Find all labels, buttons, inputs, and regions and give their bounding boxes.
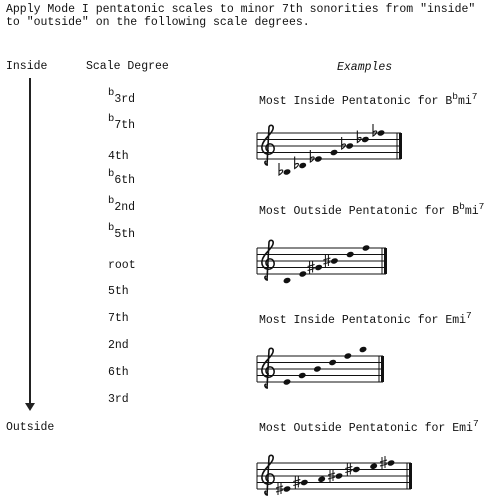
flat-icon <box>279 163 283 175</box>
scale-degree-label: 5th <box>108 285 129 298</box>
scale-degree-item <box>108 393 129 406</box>
scale-degree-item <box>108 195 136 214</box>
flat-icon <box>342 137 346 149</box>
scale-degree-item <box>108 113 136 132</box>
note-head <box>369 463 378 470</box>
arrow-head-icon <box>25 403 35 411</box>
note-head <box>377 129 386 136</box>
example-title-sup: 7 <box>471 91 478 102</box>
note-head <box>300 479 309 486</box>
scale-degree-item <box>108 168 136 187</box>
note-head <box>328 359 337 366</box>
note-head <box>352 466 361 473</box>
music-staff <box>255 348 385 390</box>
example-title <box>259 91 478 108</box>
note-head <box>335 472 344 479</box>
note-head <box>345 142 354 149</box>
example-title-main: Most Inside Pentatonic for Emi <box>259 314 467 327</box>
example-title <box>259 310 472 327</box>
example-title-main: Most Inside Pentatonic for B <box>259 95 453 108</box>
flat-icon <box>310 150 314 162</box>
note-head <box>298 162 307 169</box>
note-head <box>387 459 396 466</box>
example-title-main: Most Outside Pentatonic for Emi <box>259 422 473 435</box>
note-head <box>283 378 292 385</box>
examples-header: Examples <box>337 61 393 74</box>
note-head <box>362 244 371 251</box>
flat-icon <box>295 157 299 169</box>
example-title-sup: 7 <box>478 201 485 212</box>
inside-outside-arrow <box>29 78 31 406</box>
flat-sign: b <box>108 168 115 180</box>
scale-degree-label: 5th <box>114 228 136 241</box>
example-title-acc: b <box>452 91 458 102</box>
flat-sign: b <box>108 87 115 99</box>
music-staff <box>255 455 413 497</box>
note-head <box>330 257 339 264</box>
scale-degree-item <box>108 87 136 106</box>
note-head <box>283 168 292 175</box>
example-title <box>259 418 479 435</box>
example-title <box>259 201 485 218</box>
note-head <box>330 149 339 156</box>
scale-degree-item <box>108 312 129 325</box>
note-head <box>314 155 323 162</box>
flat-icon <box>357 131 361 143</box>
example-title-sup: 7 <box>466 310 472 321</box>
music-staff <box>255 240 388 282</box>
inside-header: Inside <box>6 60 48 73</box>
scale-degree-item <box>108 222 136 241</box>
scale-degree-item <box>108 285 129 298</box>
outside-label: Outside <box>6 421 55 434</box>
flat-icon <box>373 124 377 136</box>
scale-degree-label: root <box>108 259 136 272</box>
scale-degree-header: Scale Degree <box>86 60 169 73</box>
scale-degree-item <box>108 366 129 379</box>
note-head <box>344 352 353 359</box>
scale-degree-label: 6th <box>108 366 129 379</box>
scale-degree-label: 7th <box>108 312 129 325</box>
note-head <box>298 372 307 379</box>
scale-degree-label: 7th <box>114 119 136 132</box>
note-head <box>359 346 368 353</box>
flat-sign: b <box>108 222 115 234</box>
note-head <box>314 264 323 271</box>
note-head <box>317 476 326 483</box>
scale-degree-label: 2nd <box>108 339 129 352</box>
scale-degree-item <box>108 150 129 163</box>
example-title-sup: 7 <box>472 418 479 429</box>
scale-degree-label: 6th <box>114 174 136 187</box>
note-head <box>283 277 292 284</box>
example-title-end: mi <box>457 95 472 108</box>
music-staff <box>255 125 403 167</box>
note-head <box>283 485 292 492</box>
scale-degree-item <box>108 259 136 272</box>
flat-sign: b <box>108 113 115 125</box>
example-title-acc: b <box>459 201 465 212</box>
example-title-end: mi <box>464 205 479 218</box>
scale-degree-item <box>108 339 129 352</box>
intro-line-1: Apply Mode I pentatonic scales to minor 7th sonorities from "inside" <box>6 3 476 16</box>
scale-degree-label: 2nd <box>114 201 136 214</box>
note-head <box>346 251 355 258</box>
note-head <box>361 136 370 143</box>
flat-sign: b <box>108 195 115 207</box>
intro-text <box>6 3 475 29</box>
scale-degree-label: 3rd <box>108 393 129 406</box>
note-head <box>313 365 322 372</box>
intro-line-2: to "outside" on the following scale degrees. <box>6 16 310 29</box>
scale-degree-label: 4th <box>108 150 129 163</box>
note-head <box>299 270 308 277</box>
example-title-main: Most Outside Pentatonic for B <box>259 205 460 218</box>
scale-degree-label: 3rd <box>114 93 136 106</box>
